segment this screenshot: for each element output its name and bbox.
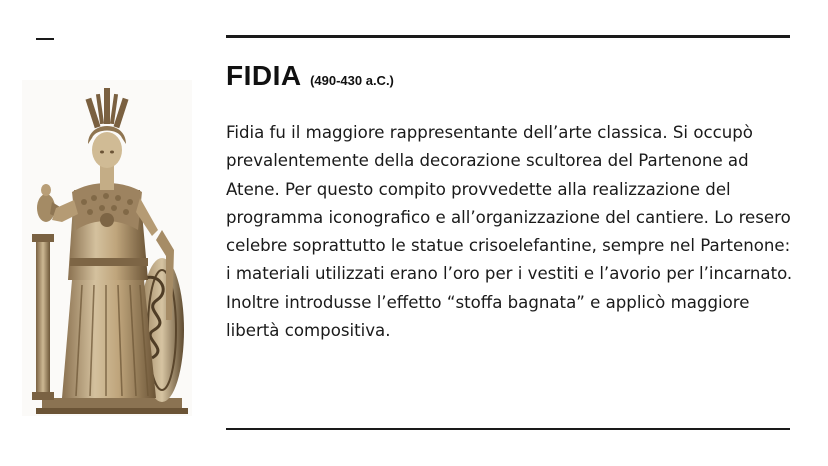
body-paragraph: Fidia fu il maggiore rappresentante dell’arte classica. Si occupò prevalentemente della decorazione scultorea del Partenone ad Atene. Per questo compito provvedette alla realizzazione del programma iconografico e all’organizzazione del cantiere. Lo resero celebre soprattutto le statue crisoelefantine, sempre nel Partenone: i materiali utilizzati erano l’oro per i vestiti e l’avorio per l’incarnato. Inoltre introdusse l’effetto “stoffa bagnata” e applicò maggiore libertà compositiva. [226, 123, 793, 341]
athena-parthenos-image [22, 80, 192, 416]
title-dates: (490-430 a.C.) [310, 73, 394, 88]
corner-dash [36, 38, 54, 40]
page-title: FIDIA [226, 60, 302, 91]
top-rule [226, 35, 790, 38]
bottom-rule [226, 428, 790, 430]
title-row [226, 60, 790, 92]
